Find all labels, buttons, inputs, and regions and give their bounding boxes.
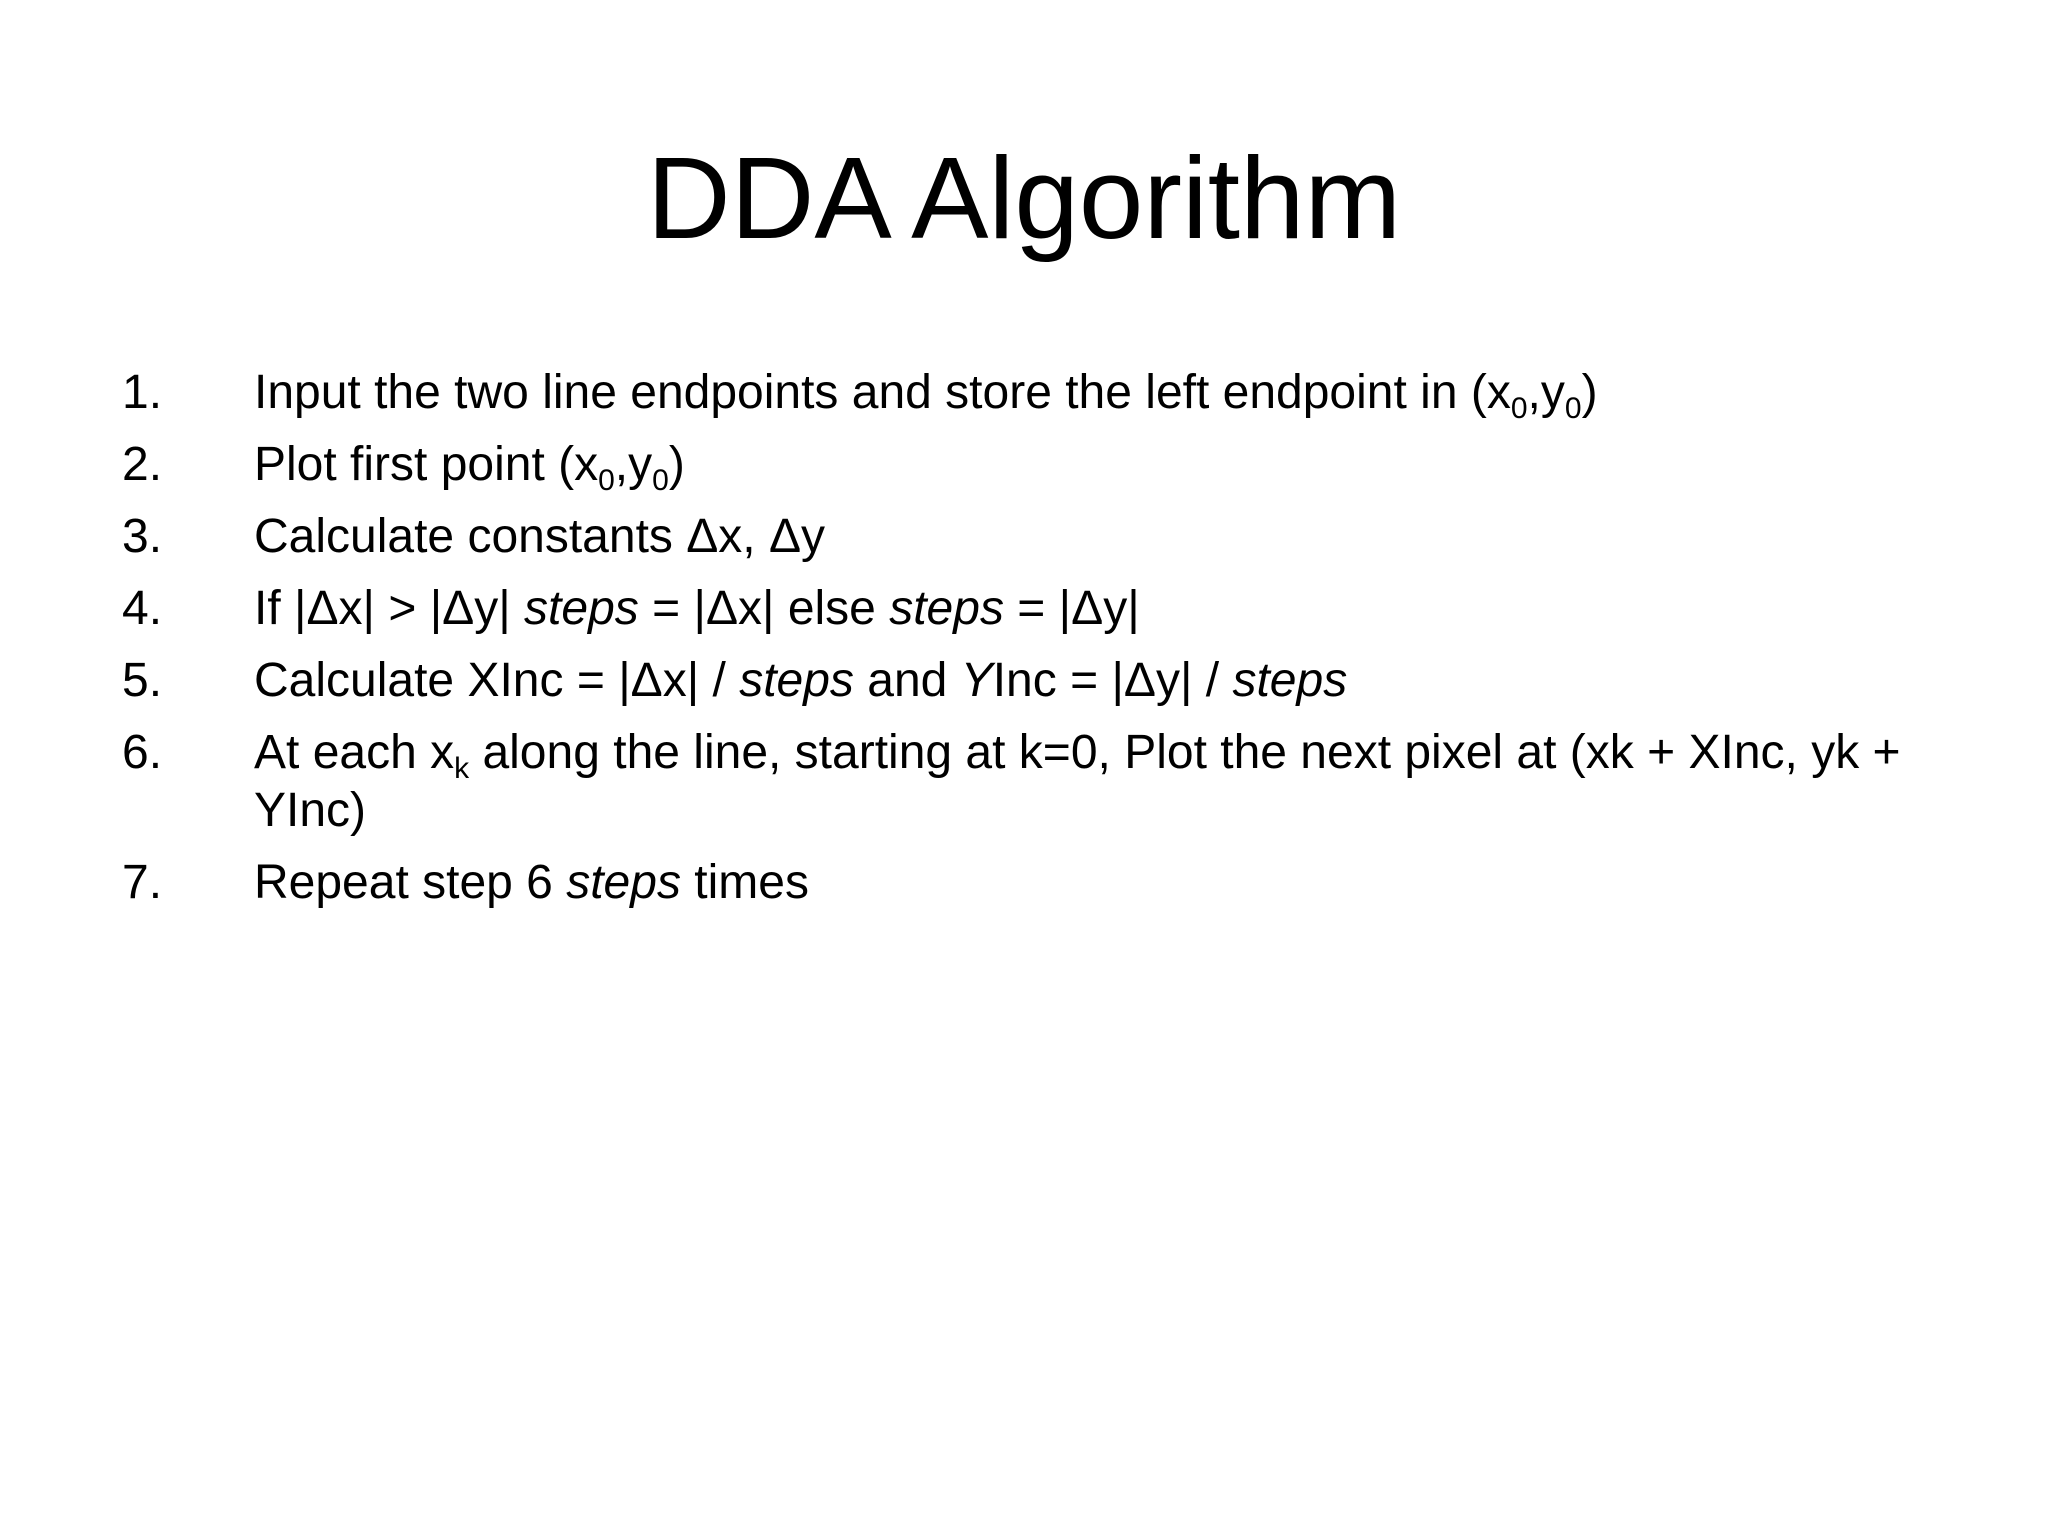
step-item bbox=[122, 854, 1942, 912]
italic-text: steps bbox=[739, 654, 854, 707]
step-number: 4. bbox=[122, 582, 163, 635]
italic-text: steps bbox=[524, 582, 639, 635]
subscript: 0 bbox=[652, 464, 669, 497]
text-run: Inc = |Δy| / bbox=[992, 654, 1233, 707]
text-run: = |Δx| else bbox=[638, 582, 890, 635]
step-text bbox=[254, 364, 1942, 425]
step-text bbox=[254, 652, 1942, 710]
step-item bbox=[122, 724, 1942, 840]
step-text bbox=[254, 580, 1942, 638]
step-item bbox=[122, 436, 1942, 497]
italic-text: steps bbox=[1232, 654, 1348, 707]
text-run: = |Δy| bbox=[1003, 582, 1140, 635]
step-number: 1. bbox=[122, 366, 163, 419]
text-run: Calculate XInc = |Δx| / bbox=[254, 654, 740, 707]
text-run: If |Δx| > |Δy| bbox=[254, 582, 525, 635]
step-number: 3. bbox=[122, 510, 163, 563]
step-text bbox=[254, 436, 1942, 497]
text-run: ,y bbox=[1527, 366, 1565, 419]
subscript: 0 bbox=[1564, 392, 1582, 425]
slide-title: DDA Algorithm bbox=[646, 133, 1402, 263]
text-run: and bbox=[853, 654, 961, 707]
steps-list bbox=[122, 364, 1942, 926]
step-number: 7. bbox=[122, 856, 163, 909]
text-run: ,y bbox=[614, 438, 653, 491]
text-run: Calculate constants Δx, Δy bbox=[254, 510, 826, 563]
step-item bbox=[122, 508, 1942, 566]
subscript: 0 bbox=[598, 464, 615, 497]
step-number: 5. bbox=[122, 654, 163, 707]
step-item bbox=[122, 580, 1942, 638]
text-run: Input the two line endpoints and store the left endpoint in (x bbox=[254, 366, 1511, 419]
subscript: 0 bbox=[1510, 392, 1528, 425]
step-number: 2. bbox=[122, 438, 163, 491]
step-item bbox=[122, 652, 1942, 710]
step-number: 6. bbox=[122, 726, 163, 779]
text-run: Repeat step 6 bbox=[254, 856, 567, 909]
text-run: times bbox=[680, 856, 809, 909]
subscript: k bbox=[454, 752, 470, 785]
italic-text: steps bbox=[566, 856, 681, 909]
text-run: Plot first point (x bbox=[254, 438, 599, 491]
step-text bbox=[254, 854, 1942, 912]
step-text bbox=[254, 508, 1942, 566]
step-text bbox=[254, 724, 1942, 840]
text-run: along the line, starting at k=0, Plot the next pixel at (xk + XInc, yk + YInc) bbox=[254, 726, 1901, 837]
italic-text: steps bbox=[889, 582, 1004, 635]
italic-text: Y bbox=[960, 654, 993, 707]
text-run: At each x bbox=[254, 726, 455, 779]
step-item bbox=[122, 364, 1942, 425]
text-run: ) bbox=[1581, 366, 1598, 419]
text-run: ) bbox=[668, 438, 685, 491]
